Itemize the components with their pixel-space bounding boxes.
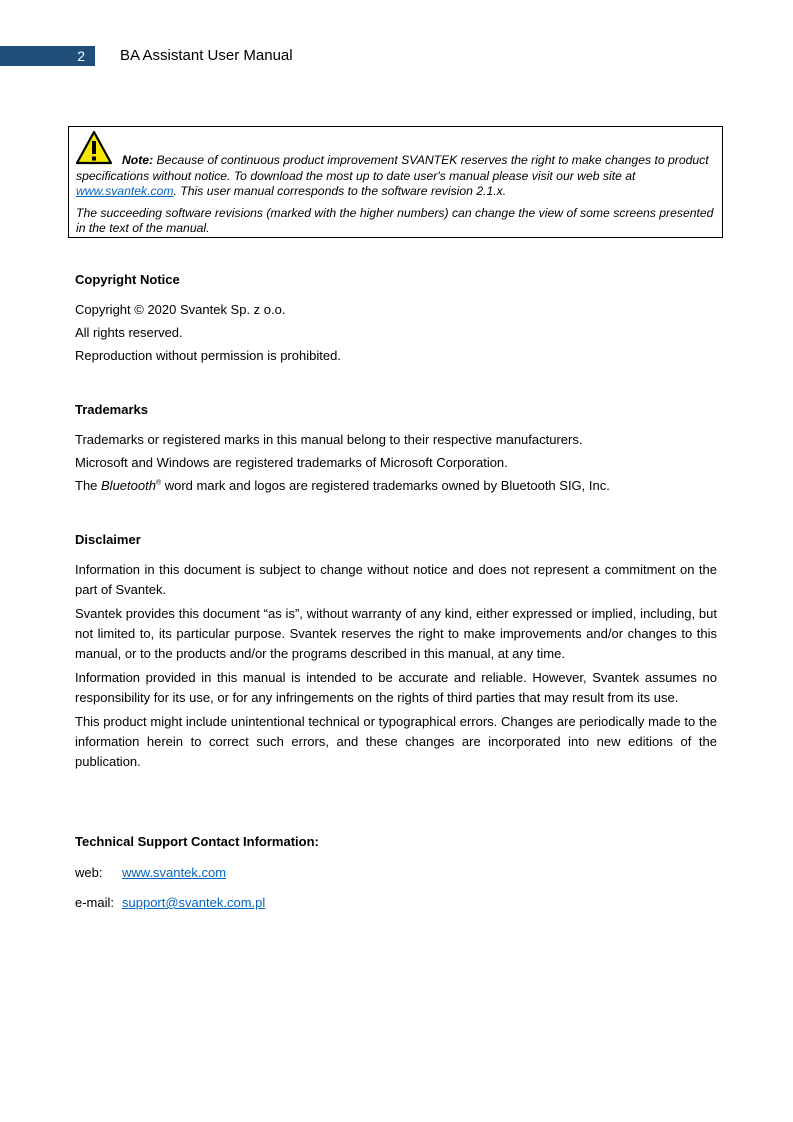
trademarks-heading: Trademarks: [75, 402, 148, 417]
note-text-2: The succeeding software revisions (marked with the higher numbers) can change the view of some screens presented in the text of the manual.: [76, 205, 714, 235]
bluetooth-word: Bluetooth: [101, 478, 156, 493]
copyright-heading: Copyright Notice: [75, 272, 180, 287]
copyright-line: All rights reserved.: [75, 325, 183, 340]
trademarks-line: Trademarks or registered marks in this manual belong to their respective manufacturers.: [75, 432, 583, 447]
support-email-row: [75, 895, 265, 910]
support-web-row: [75, 865, 226, 880]
note-website-link[interactable]: www.svantek.com: [76, 184, 174, 198]
copyright-line: Reproduction without permission is prohibited.: [75, 348, 341, 363]
page-number: 2: [77, 48, 85, 64]
web-link[interactable]: www.svantek.com: [122, 865, 227, 880]
note-box: [68, 126, 723, 238]
support-heading: Technical Support Contact Information:: [75, 834, 319, 849]
disclaimer-paragraph: Svantek provides this document “as is”, without warranty of any kind, either expressed or implied, including, but not limited to, its particular purpose. Svantek reserves the right to make improvements and/or changes to this manual, or to the products and/or the programs described in this manual, at any time.: [75, 606, 717, 661]
document-title: BA Assistant User Manual: [120, 47, 293, 64]
trademarks-line: Microsoft and Windows are registered trademarks of Microsoft Corporation.: [75, 455, 508, 470]
disclaimer-body: [75, 560, 717, 776]
email-label: e-mail:: [75, 895, 115, 910]
disclaimer-heading: Disclaimer: [75, 532, 141, 547]
warning-icon: [74, 129, 114, 167]
email-link[interactable]: support@svantek.com.pl: [122, 895, 266, 910]
web-label: web:: [75, 865, 103, 880]
copyright-line: Copyright © 2020 Svantek Sp. z o.o.: [75, 302, 286, 317]
trademarks-line: The Bluetooth® word mark and logos are registered trademarks owned by Bluetooth SIG, Inc.: [75, 478, 610, 493]
note-label: Note:: [122, 153, 154, 167]
disclaimer-paragraph: Information provided in this manual is intended to be accurate and reliable. However, Svantek assumes no responsibility for its use, or for any infringements on the rights of third parties that may result from its use.: [75, 670, 717, 705]
disclaimer-paragraph: This product might include unintentional technical or typographical errors. Changes are periodically made to the information herein to correct such errors, and these changes are incorporated into new editions of the publication.: [75, 714, 717, 769]
note-text: Note: Because of continuous product improvement SVANTEK reserves the right to make changes to product specifications without notice. To download the most up to date user's manual please visit our web site at www.svantek.com. This user manual corresponds to the software revision 2.1.x.: [76, 153, 709, 198]
disclaimer-paragraph: Information in this document is subject to change without notice and does not represent a commitment on the part of Svantek.: [75, 562, 717, 597]
